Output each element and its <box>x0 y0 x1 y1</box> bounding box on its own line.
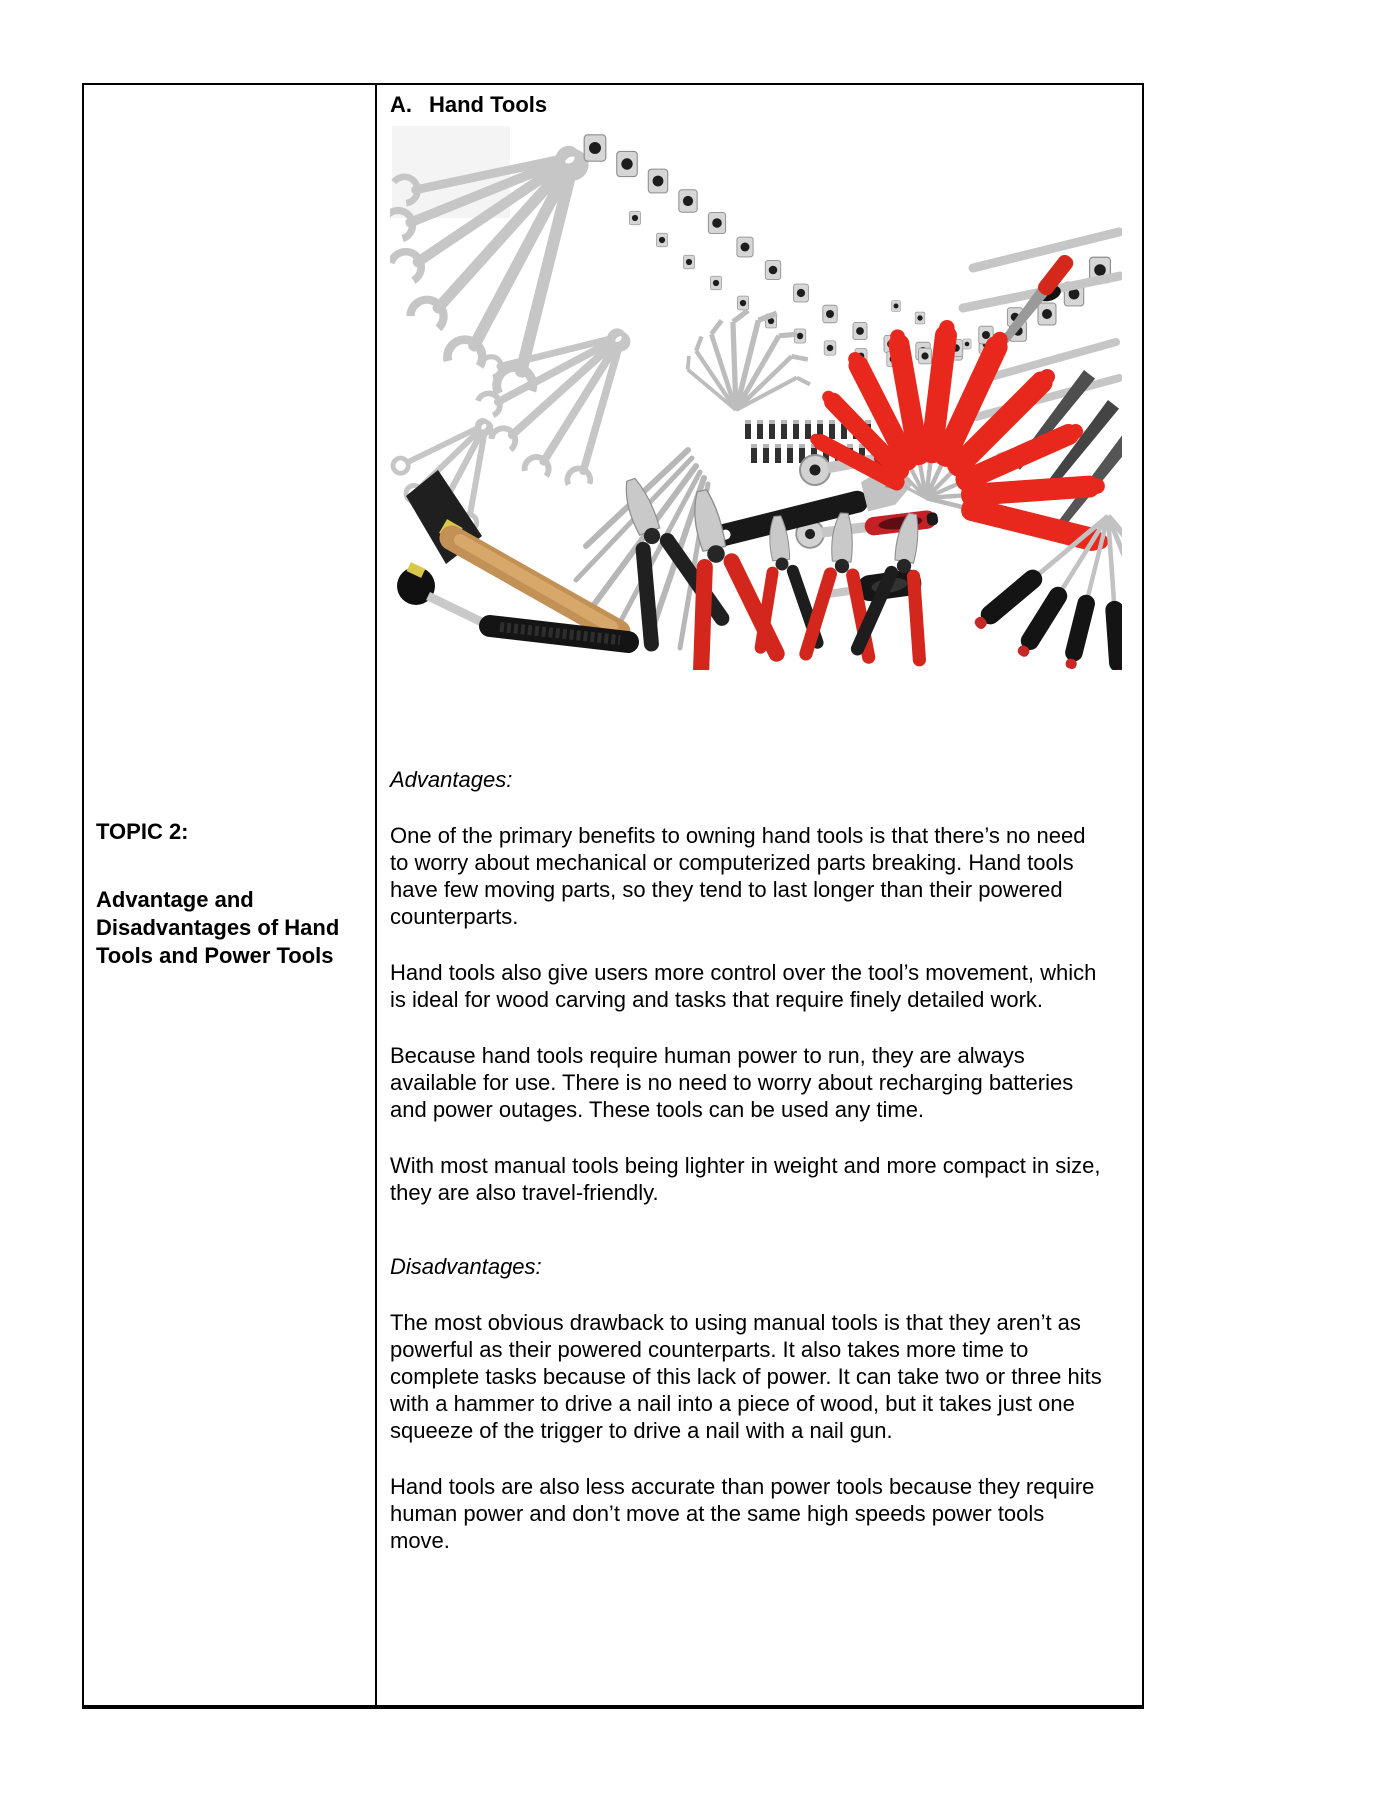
paragraph-advantages-2: Hand tools also give users more control over the tool’s movement, which is ideal for wood carving and tasks that require finely detailed work. <box>390 960 1097 1012</box>
paragraph-advantages-1: One of the primary benefits to owning hand tools is that there’s no need to worry about mechanical or computerized parts breaking. Hand tools have few moving parts, so they tend to last longer than their powered counterparts. <box>390 823 1086 929</box>
paragraph-disadvantages-1: The most obvious drawback to using manual tools is that they aren’t as powerful as their powered counterparts. It also takes more time to complete tasks because of this lack of power. It can take two or three hits with a hammer to drive a nail into a piece of wood, but it takes just one squeeze of the trigger to drive a nail with a nail gun. <box>390 1310 1102 1443</box>
advantages-label: Advantages: <box>390 767 513 792</box>
paragraph-disadvantages-2: Hand tools are also less accurate than power tools because they require human power and don’t move at the same high speeds power tools move. <box>390 1474 1095 1553</box>
topic-block <box>96 818 360 970</box>
heading-text: Hand Tools <box>429 92 548 117</box>
topic-title: Advantage and Disadvantages of Hand Tools and Power Tools <box>96 887 340 968</box>
hand-tools-figure <box>390 118 1122 670</box>
hand-tools-photo <box>390 118 1122 670</box>
paragraph-advantages-4: With most manual tools being lighter in weight and more compact in size, they are also travel-friendly. <box>390 1153 1101 1205</box>
content-cell <box>377 85 1142 1705</box>
paragraph-advantages-3: Because hand tools require human power to run, they are always available for use. There is no need to worry about recharging batteries and power outages. These tools can be used any time. <box>390 1043 1074 1122</box>
heading-marker: A. <box>390 92 412 117</box>
topic-cell <box>84 85 377 1705</box>
disadvantages-label: Disadvantages: <box>390 1254 542 1279</box>
section-heading <box>390 91 1122 118</box>
topic-label: TOPIC 2: <box>96 819 189 844</box>
document-table <box>82 83 1144 1709</box>
